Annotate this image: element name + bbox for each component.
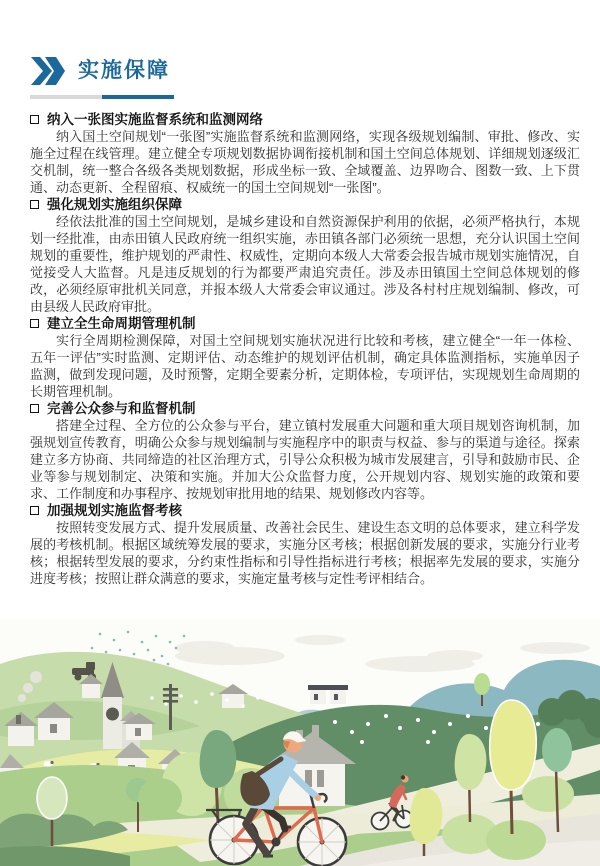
page-title: 实施保障: [78, 59, 170, 82]
section-title: 建立全生命周期管理机制: [47, 316, 196, 331]
double-chevron-icon: [30, 56, 66, 86]
section: [30, 111, 580, 196]
section-body: 实行全周期检测保障，对国土空间规划实施状况进行比较和考核，建立健全“一年一体检、五年一评估”实时监测、定期评估、动态维护的规划评估机制，确定具体监测指标，实施单因子监测，做到发现问题，及时预警，定期全要素分析，定期体检，专项评估，实现规划生命周期的长期管理机制。: [30, 333, 580, 399]
section-title: 强化规划实施组织保障: [47, 197, 182, 212]
checkbox-bullet-icon: [30, 319, 39, 328]
checkbox-bullet-icon: [30, 506, 39, 515]
countryside-illustration: [0, 618, 600, 866]
page-header: [0, 0, 600, 99]
title-underline: [30, 95, 174, 99]
section-body: 经依法批准的国土空间规划，是城乡建设和自然资源保护利用的依据，必须严格执行，本规划一经批准，由赤田镇人民政府统一组织实施，赤田镇各部门必须统一思想，充分认识国土空间规划的重要性，维护规划的严肃性、权威性，定期向本级人大常委会报告城市规划实施情况，自觉接受人大监督。凡是违反规划的行为都要严肃追究责任。涉及赤田镇国土空间总体规划的修改，必须经原审批机关同意，并报本级人大常委会审议通过。涉及各村村庄规划编制、修改，可由县级人民政府审批。: [30, 214, 580, 314]
section-body: 搭建全过程、全方位的公众参与平台，建立镇村发展重大问题和重大项目规划咨询机制，加强规划宣传教育，明确公众参与规划编制与实施程序中的职责与权益、参与的渠道与途径。探索建立多方协商、共同缔造的社区治理方式，引导公众积极为城市发展建言，引导和鼓励市民、企业等参与规划制定、决策和实施。并加大公众监督力度，公开规划内容、规划实施的政策和要求、工作制度和办事程序、按规划审批用地的结果、规划修改内容等。: [30, 418, 580, 501]
section-title: 完善公众参与和监督机制: [47, 401, 196, 416]
underline-blue-segment: [102, 95, 174, 99]
section: [30, 315, 580, 400]
section-title: 纳入一张图实施监督系统和监测网络: [47, 112, 263, 127]
section-title: 加强规划实施监督考核: [47, 503, 182, 518]
section: [30, 502, 580, 587]
section: [30, 196, 580, 315]
content: [30, 111, 580, 587]
section: [30, 400, 580, 502]
section-heading-row: [30, 315, 580, 332]
underline-gray-segment: [30, 95, 102, 99]
checkbox-bullet-icon: [30, 115, 39, 124]
section-body: 按照转变发展方式、提升发展质量、改善社会民生、建设生态文明的总体要求，建立科学发展的考核机制。根据区域统筹发展的要求，实施分区考核；根据创新发展的要求，实施分行业考核；根据转型发展的要求，分约束性指标和引导性指标进行考核；根据率先发展的要求，实施分进度考核；按照让群众满意的要求，实施定量考核与定性考评相结合。: [30, 520, 580, 586]
section-body: 纳入国土空间规划“一张图”实施监督系统和监测网络，实现各级规划编制、审批、修改、实施全过程在线管理。建立健全专项规划数据协调衔接机制和国土空间总体规划、详细规划逐级汇交机制，统一整合各级各类规划数据，形成坐标一致、全域覆盖、边界吻合、图数一致、上下贯通、动态更新、全程留痕、权威统一的国土空间规划“一张图”。: [30, 129, 580, 195]
section-heading-row: [30, 111, 580, 128]
checkbox-bullet-icon: [30, 404, 39, 413]
section-heading-row: [30, 502, 580, 519]
section-heading-row: [30, 400, 580, 417]
countryside-illustration-svg: [0, 618, 600, 866]
section-heading-row: [30, 196, 580, 213]
checkbox-bullet-icon: [30, 200, 39, 209]
